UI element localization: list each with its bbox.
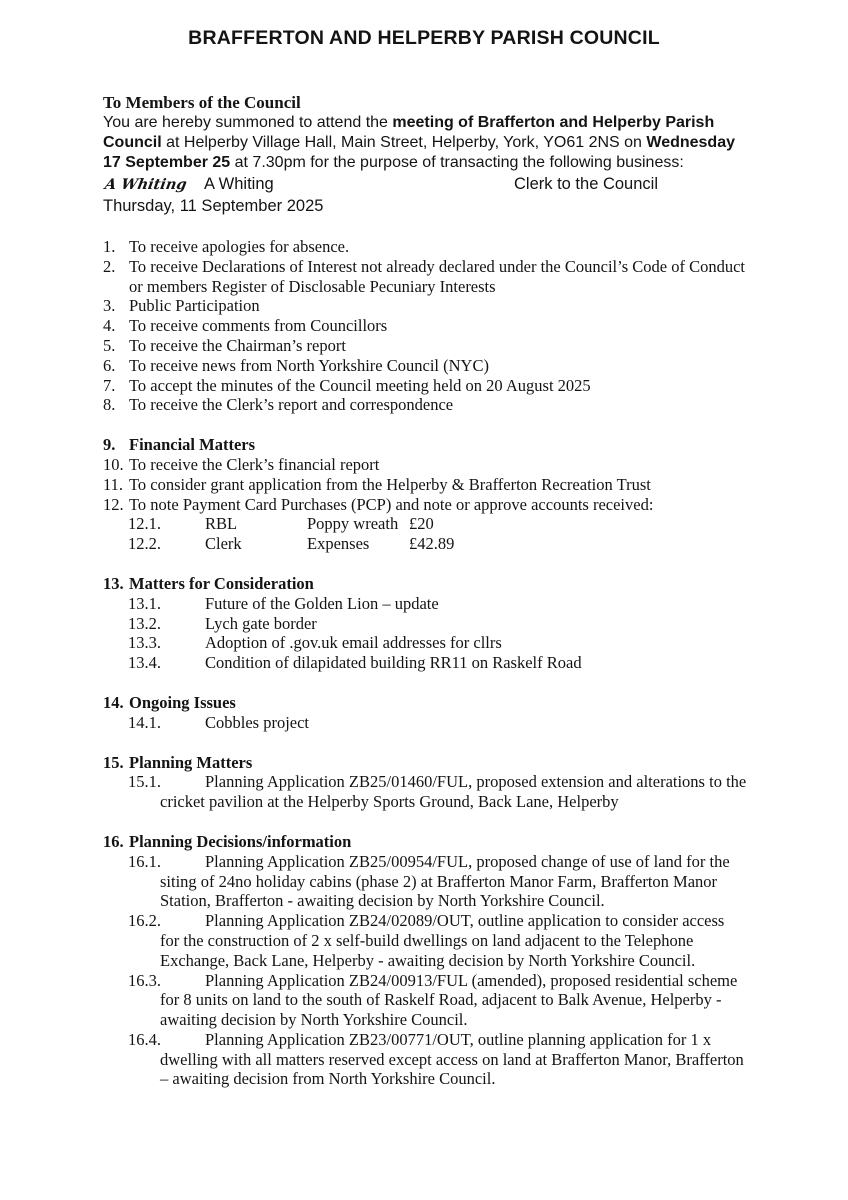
- sub-item-text: Adoption of .gov.uk email addresses for cllrs: [205, 633, 502, 653]
- agenda-item-9: [103, 435, 747, 455]
- sub-item-16.1: [103, 852, 747, 911]
- sub-item-text: Condition of dilapidated building RR11 on Raskelf Road: [205, 653, 582, 673]
- sub-item-number: 13.3.: [128, 633, 161, 653]
- item-number: 15.: [103, 752, 124, 772]
- item-number: 6.: [103, 355, 116, 375]
- sub-item-text: Future of the Golden Lion – update: [205, 593, 439, 613]
- agenda-item-15: [103, 753, 747, 773]
- date-line: Thursday, 11 September 2025: [103, 197, 324, 215]
- sub-item-number: 16.1.: [128, 851, 161, 871]
- signature-role: Clerk to the Council: [514, 175, 658, 193]
- sub-item-number: 16.2.: [128, 911, 161, 931]
- sub-item-16.3: [103, 971, 747, 1030]
- sub-item-text: Lych gate border: [205, 613, 317, 633]
- summons-paragraph: [103, 113, 747, 173]
- sub-item-text: Planning Application ZB24/00913/FUL (amended), proposed residential scheme for 8 units on land to the south of Raskelf Road, adjacent to Balk Avenue, Helperby - awaiting decision by North Yorkshire Council.: [160, 970, 738, 1030]
- handwritten-signature: A Whiting: [103, 176, 189, 193]
- agenda-item-5: [103, 336, 747, 356]
- summons-segment-1: meeting of Brafferton and Helperby Parish Council: [103, 114, 715, 151]
- agenda-item-3: [103, 296, 747, 316]
- agenda-item-11: [103, 475, 747, 495]
- agenda-group-2: [103, 257, 747, 297]
- sub-item-number: 13.1.: [128, 593, 161, 613]
- sub-item-14.1: [103, 713, 747, 733]
- sub-item-15.1: [103, 772, 747, 812]
- agenda-group-9: [103, 435, 747, 455]
- document-body: [103, 93, 747, 1089]
- sub-item-number: 14.1.: [128, 712, 161, 732]
- payment-number: 12.1.: [128, 514, 161, 534]
- item-number: 2.: [103, 256, 116, 276]
- agenda-group-7: [103, 376, 747, 396]
- sub-item-16.2: [103, 911, 747, 970]
- summons-segment-0: You are hereby summoned to attend the: [103, 114, 393, 131]
- agenda-group-12: [103, 495, 747, 554]
- item-text: To accept the minutes of the Council meeting held on 20 August 2025: [129, 375, 591, 395]
- payment-number: 12.2.: [128, 534, 161, 554]
- agenda-group-13: [103, 574, 747, 673]
- item-text: Ongoing Issues: [129, 692, 236, 712]
- agenda-item-14: [103, 693, 747, 713]
- signature-name: A Whiting: [204, 175, 274, 193]
- agenda-item-7: [103, 376, 747, 396]
- item-text: To consider grant application from the Helperby & Brafferton Recreation Trust: [129, 474, 651, 494]
- sub-item-13.1: [103, 594, 747, 614]
- item-text: To receive comments from Councillors: [129, 316, 388, 336]
- page-title: BRAFFERTON AND HELPERBY PARISH COUNCIL: [188, 27, 660, 49]
- item-text: Planning Decisions/information: [129, 831, 352, 851]
- payment-amount: £20: [409, 514, 434, 534]
- agenda-item-2: [103, 257, 747, 297]
- sub-item-number: 13.4.: [128, 653, 161, 673]
- item-number: 5.: [103, 335, 116, 355]
- payment-amount: £42.89: [409, 534, 455, 554]
- item-text: Public Participation: [129, 296, 260, 316]
- item-number: 8.: [103, 395, 116, 415]
- item-number: 14.: [103, 692, 124, 712]
- item-number: 10.: [103, 454, 124, 474]
- sub-item-number: 16.4.: [128, 1029, 161, 1049]
- agenda-list: [103, 237, 747, 1089]
- payment-payee: Clerk: [205, 534, 242, 554]
- agenda-group-15: [103, 753, 747, 812]
- agenda-item-1: [103, 237, 747, 257]
- item-number: 4.: [103, 316, 116, 336]
- sub-item-text: Planning Application ZB23/00771/OUT, outline planning application for 1 x dwelling with all matters reserved except access on land at Brafferton Manor, Brafferton – awaiting decision from North Yorkshire Council.: [160, 1029, 744, 1089]
- payment-row-12.2: [128, 534, 747, 554]
- sub-item-number: 16.3.: [128, 970, 161, 990]
- agenda-item-16: [103, 832, 747, 852]
- agenda-item-13: [103, 574, 747, 594]
- sub-item-text: Planning Application ZB24/02089/OUT, outline application to consider access for the construction of 2 x self-build dwellings on land adjacent to the Telephone Exchange, Back Lane, Helperby - awaiting decision by North Yorkshire Council.: [160, 911, 725, 970]
- item-text: To note Payment Card Purchases (PCP) and note or approve accounts received:: [129, 494, 654, 514]
- signature-row: [103, 173, 747, 196]
- agenda-item-4: [103, 316, 747, 336]
- agenda-group-4: [103, 316, 747, 336]
- agenda-group-6: [103, 356, 747, 376]
- sub-item-number: 15.1.: [128, 772, 161, 792]
- agenda-group-16: [103, 832, 747, 1089]
- agenda-group-5: [103, 336, 747, 356]
- payment-description: Expenses: [307, 534, 370, 554]
- agenda-group-14: [103, 693, 747, 733]
- agenda-group-8: [103, 395, 747, 415]
- item-number: 7.: [103, 375, 116, 395]
- sub-item-13.3: [103, 633, 747, 653]
- agenda-item-12: [103, 495, 747, 515]
- to-members-heading: To Members of the Council: [103, 93, 301, 112]
- sub-item-number: 13.2.: [128, 613, 161, 633]
- payment-row-12.1: [128, 514, 747, 534]
- item-number: 11.: [103, 474, 124, 494]
- payment-payee: RBL: [205, 514, 238, 534]
- agenda-item-8: [103, 395, 747, 415]
- sub-item-13.2: [103, 614, 747, 634]
- sub-item-16.4: [103, 1030, 747, 1089]
- summons-segment-4: at 7.30pm for the purpose of transacting the following business:: [230, 154, 684, 171]
- summons-segment-3: Wednesday 17 September 25: [103, 134, 735, 171]
- item-text: To receive the Chairman’s report: [129, 335, 346, 355]
- item-number: 16.: [103, 831, 124, 851]
- item-text: To receive the Clerk’s financial report: [129, 454, 380, 474]
- summons-segment-2: at Helperby Village Hall, Main Street, Helperby, York, YO61 2NS on: [161, 134, 647, 151]
- item-text: Planning Matters: [129, 752, 253, 772]
- sub-item-text: Cobbles project: [205, 712, 310, 732]
- agenda-group-11: [103, 475, 747, 495]
- item-number: 13.: [103, 573, 124, 593]
- sub-item-13.4: [103, 653, 747, 673]
- item-number: 1.: [103, 237, 116, 256]
- item-text: Financial Matters: [129, 435, 256, 455]
- item-text: Matters for Consideration: [129, 573, 314, 593]
- agenda-item-10: [103, 455, 747, 475]
- sub-item-text: Planning Application ZB25/01460/FUL, proposed extension and alterations to the cricket pavilion at the Helperby Sports Ground, Back Lane, Helperby: [160, 772, 747, 812]
- item-text: To receive the Clerk’s report and correspondence: [129, 395, 454, 415]
- item-number: 9.: [103, 435, 116, 455]
- sub-item-text: Planning Application ZB25/00954/FUL, proposed change of use of land for the siting of 24no holiday cabins (phase 2) at Brafferton Manor Farm, Brafferton Manor Station, Brafferton - awaiting decision by North Yorkshire Council.: [160, 851, 730, 911]
- agenda-group-3: [103, 296, 747, 316]
- item-text: To receive news from North Yorkshire Council (NYC): [129, 355, 489, 375]
- item-text: To receive Declarations of Interest not already declared under the Council’s Code of Conduct or members Register of Disclosable Pecuniary Interests: [129, 256, 745, 296]
- item-number: 12.: [103, 494, 124, 514]
- agenda-group-1: [103, 237, 747, 257]
- payment-description: Poppy wreath: [307, 514, 399, 534]
- agenda-item-6: [103, 356, 747, 376]
- item-number: 3.: [103, 296, 116, 316]
- item-text: To receive apologies for absence.: [129, 237, 350, 256]
- agenda-group-10: [103, 455, 747, 475]
